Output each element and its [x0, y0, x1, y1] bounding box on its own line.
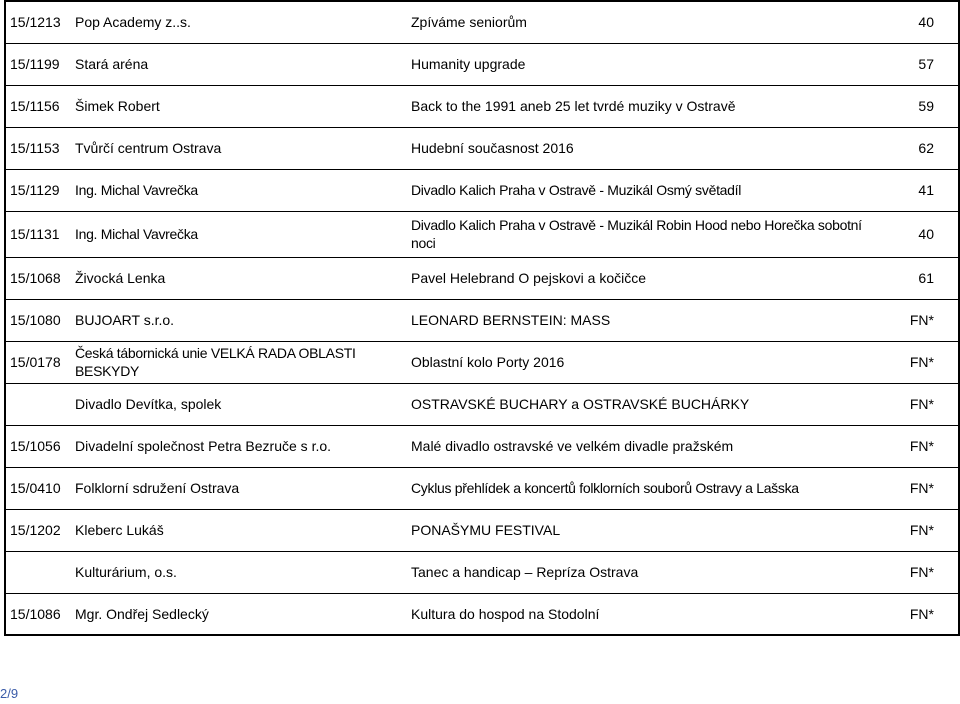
row-value: FN* [867, 425, 959, 467]
row-project: Hudební současnost 2016 [407, 127, 867, 169]
row-value: 40 [867, 1, 959, 43]
row-value: 41 [867, 169, 959, 211]
row-value: 40 [867, 211, 959, 257]
row-project: Tanec a handicap – Repríza Ostrava [407, 551, 867, 593]
row-number: 15/1129 [5, 169, 71, 211]
table-row [5, 211, 959, 257]
row-number: 15/1153 [5, 127, 71, 169]
row-applicant: Tvůrčí centrum Ostrava [71, 127, 407, 169]
table-row [5, 1, 959, 43]
row-value: 57 [867, 43, 959, 85]
row-project: Pavel Helebrand O pejskovi a kočičce [407, 257, 867, 299]
row-number: 15/1199 [5, 43, 71, 85]
table-row [5, 383, 959, 425]
table-row [5, 593, 959, 635]
table-row [5, 43, 959, 85]
row-applicant: Živocká Lenka [71, 257, 407, 299]
row-applicant: Kulturárium, o.s. [71, 551, 407, 593]
row-number: 15/1131 [5, 211, 71, 257]
row-applicant: BUJOART s.r.o. [71, 299, 407, 341]
row-project: Divadlo Kalich Praha v Ostravě - Muzikál Osmý světadíl [407, 169, 867, 211]
row-value: FN* [867, 593, 959, 635]
row-applicant: Stará aréna [71, 43, 407, 85]
table-row [5, 127, 959, 169]
row-project: Back to the 1991 aneb 25 let tvrdé muziky v Ostravě [407, 85, 867, 127]
row-number: 15/1068 [5, 257, 71, 299]
row-applicant: Česká tábornická unie VELKÁ RADA OBLASTI BESKYDY [71, 341, 407, 383]
table-row [5, 509, 959, 551]
table-row [5, 341, 959, 383]
row-number: 15/0410 [5, 467, 71, 509]
row-applicant: Folklorní sdružení Ostrava [71, 467, 407, 509]
row-value: FN* [867, 551, 959, 593]
row-value: 59 [867, 85, 959, 127]
row-project: Zpíváme seniorům [407, 1, 867, 43]
row-applicant: Šimek Robert [71, 85, 407, 127]
row-project: OSTRAVSKÉ BUCHARY a OSTRAVSKÉ BUCHÁRKY [407, 383, 867, 425]
row-project: LEONARD BERNSTEIN: MASS [407, 299, 867, 341]
row-value: 61 [867, 257, 959, 299]
row-applicant: Mgr. Ondřej Sedlecký [71, 593, 407, 635]
row-applicant: Divadelní společnost Petra Bezruče s r.o. [71, 425, 407, 467]
row-number [5, 551, 71, 593]
table-row [5, 85, 959, 127]
table-row [5, 425, 959, 467]
row-number: 15/1080 [5, 299, 71, 341]
row-project: Humanity upgrade [407, 43, 867, 85]
row-value: FN* [867, 299, 959, 341]
row-value: FN* [867, 509, 959, 551]
row-applicant: Ing. Michal Vavrečka [71, 169, 407, 211]
row-number: 15/1202 [5, 509, 71, 551]
grant-table [4, 0, 960, 636]
table-row [5, 467, 959, 509]
row-number: 15/0178 [5, 341, 71, 383]
table-row [5, 299, 959, 341]
row-project: Divadlo Kalich Praha v Ostravě - Muzikál Robin Hood nebo Horečka sobotní noci [407, 211, 867, 257]
row-number: 15/1086 [5, 593, 71, 635]
table-row [5, 551, 959, 593]
row-applicant: Ing. Michal Vavrečka [71, 211, 407, 257]
row-value: FN* [867, 383, 959, 425]
row-applicant: Pop Academy z..s. [71, 1, 407, 43]
row-project: Oblastní kolo Porty 2016 [407, 341, 867, 383]
table-row [5, 257, 959, 299]
row-number: 15/1156 [5, 85, 71, 127]
row-applicant: Kleberc Lukáš [71, 509, 407, 551]
row-value: 62 [867, 127, 959, 169]
row-project: Cyklus přehlídek a koncertů folklorních souborů Ostravy a Lašska [407, 467, 867, 509]
row-value: FN* [867, 467, 959, 509]
row-number: 15/1056 [5, 425, 71, 467]
row-value: FN* [867, 341, 959, 383]
row-number [5, 383, 71, 425]
page-indicator: 2/9 [0, 686, 19, 701]
table-row [5, 169, 959, 211]
row-applicant: Divadlo Devítka, spolek [71, 383, 407, 425]
row-project: Malé divadlo ostravské ve velkém divadle pražském [407, 425, 867, 467]
row-number: 15/1213 [5, 1, 71, 43]
row-project: Kultura do hospod na Stodolní [407, 593, 867, 635]
row-project: PONAŠYMU FESTIVAL [407, 509, 867, 551]
